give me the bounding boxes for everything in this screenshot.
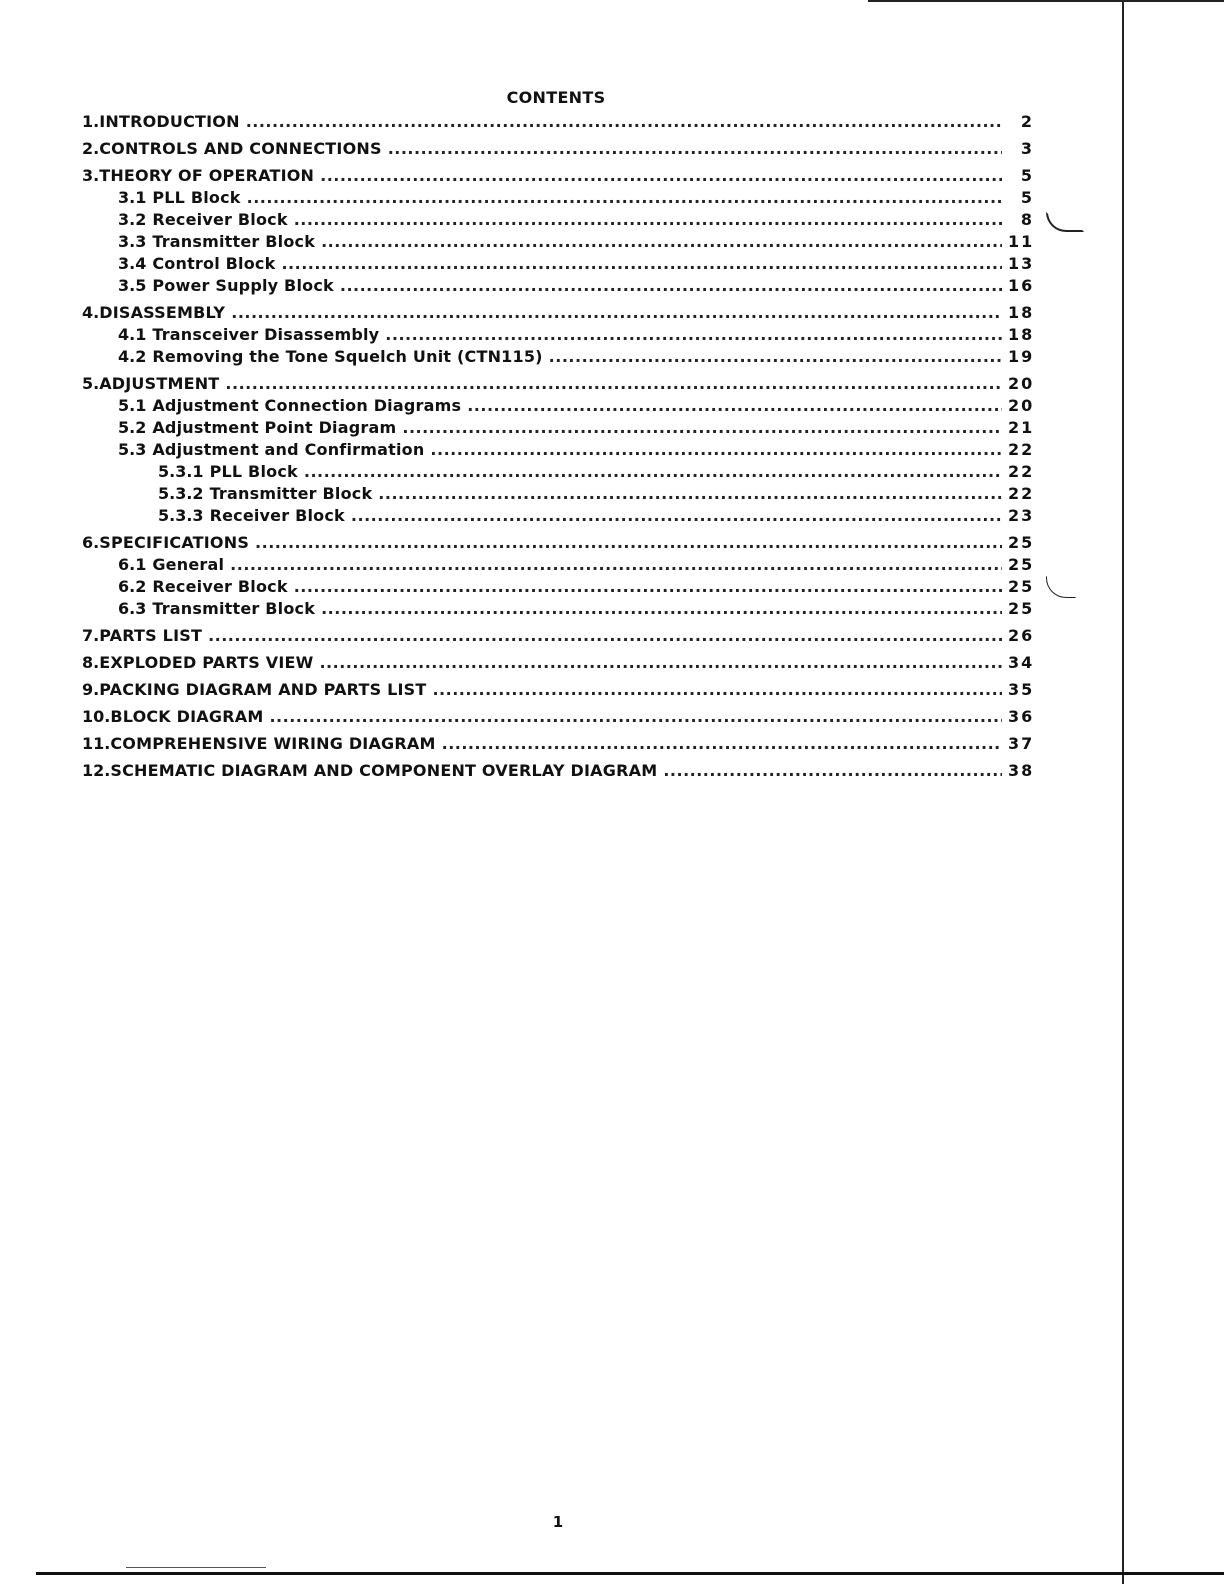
toc-entry[interactable]: [82, 188, 1034, 210]
toc-entry-page: 26: [1008, 626, 1035, 645]
toc-entry-number: 4.: [82, 303, 100, 322]
toc-entry-number: 5.3.3: [158, 506, 204, 525]
toc-entry[interactable]: [82, 680, 1034, 702]
toc-entry-number: 8.: [82, 653, 100, 672]
toc-entry-title: INTRODUCTION: [99, 112, 240, 131]
dot-leader: [246, 112, 1002, 132]
dot-leader: [320, 166, 1002, 186]
dot-leader: [340, 276, 1002, 296]
punch-hole-mark: [1046, 212, 1084, 232]
toc-entry[interactable]: [82, 506, 1034, 528]
toc-entry-title: EXPLODED PARTS VIEW: [99, 653, 314, 672]
dot-leader: [208, 626, 1002, 646]
dot-leader: [321, 599, 1002, 619]
toc-entry-number: 1.: [82, 112, 100, 131]
toc-entry-title: ADJUSTMENT: [99, 374, 220, 393]
toc-entry-number: 4.2: [118, 347, 147, 366]
toc-entry[interactable]: [82, 734, 1034, 756]
toc-entry-page: 5: [1020, 166, 1034, 185]
toc-entry-number: 5.: [82, 374, 100, 393]
toc-entry-page: 19: [1008, 347, 1035, 366]
page-number: 1: [552, 1513, 564, 1531]
toc-entry-page: 25: [1008, 577, 1035, 596]
toc-entry-page: 13: [1008, 254, 1035, 273]
toc-entry-page: 16: [1008, 276, 1035, 295]
toc-entry[interactable]: [82, 462, 1034, 484]
toc-entry-page: 20: [1008, 396, 1035, 415]
toc-entry-title: Receiver Block: [209, 506, 345, 525]
toc-entry[interactable]: [82, 761, 1034, 783]
dot-leader: [304, 462, 1002, 482]
toc-entry-number: 7.: [82, 626, 100, 645]
dot-leader: [294, 210, 1002, 230]
toc-entry-number: 12.: [82, 761, 111, 780]
dot-leader: [467, 396, 1002, 416]
toc-entry[interactable]: [82, 418, 1034, 440]
toc-entry-page: 3: [1020, 139, 1034, 158]
scan-edge-bottom: [36, 1572, 1224, 1575]
dot-leader: [432, 680, 1002, 700]
toc-entry[interactable]: [82, 303, 1034, 325]
toc-entry-title: Adjustment Connection Diagrams: [152, 396, 462, 415]
toc-entry-page: 22: [1008, 484, 1035, 503]
toc-entry-title: Power Supply Block: [152, 276, 334, 295]
toc-entry-number: 10.: [82, 707, 111, 726]
toc-entry[interactable]: [82, 599, 1034, 621]
dot-leader: [319, 653, 1002, 673]
table-of-contents: [82, 112, 1034, 783]
toc-entry-title: PLL Block: [152, 188, 241, 207]
toc-entry-page: 25: [1008, 533, 1035, 552]
toc-entry[interactable]: [82, 707, 1034, 729]
toc-entry-title: PACKING DIAGRAM AND PARTS LIST: [99, 680, 427, 699]
toc-entry[interactable]: [82, 276, 1034, 298]
toc-entry-number: 5.3.2: [158, 484, 204, 503]
toc-entry[interactable]: [82, 347, 1034, 369]
toc-entry[interactable]: [82, 112, 1034, 134]
dot-leader: [269, 707, 1002, 727]
toc-entry[interactable]: [82, 374, 1034, 396]
toc-entry-number: 3.3: [118, 232, 147, 251]
toc-entry[interactable]: [82, 653, 1034, 675]
dot-leader: [225, 374, 1002, 394]
toc-entry-title: PARTS LIST: [99, 626, 203, 645]
toc-entry-page: 25: [1008, 555, 1035, 574]
dot-leader: [549, 347, 1002, 367]
toc-entry[interactable]: [82, 626, 1034, 648]
toc-entry[interactable]: [82, 210, 1034, 232]
toc-entry-title: Transmitter Block: [209, 484, 373, 503]
toc-entry-title: Removing the Tone Squelch Unit (CTN115): [152, 347, 543, 366]
toc-entry-title: CONTROLS AND CONNECTIONS: [99, 139, 382, 158]
toc-entry-page: 37: [1008, 734, 1035, 753]
toc-entry-title: Adjustment and Confirmation: [152, 440, 425, 459]
toc-entry-page: 18: [1008, 325, 1035, 344]
toc-entry-title: Adjustment Point Diagram: [152, 418, 397, 437]
toc-entry-number: 3.1: [118, 188, 147, 207]
scan-edge-top: [868, 0, 1224, 2]
toc-entry-title: General: [152, 555, 225, 574]
toc-entry-title: PLL Block: [209, 462, 298, 481]
toc-entry-number: 6.2: [118, 577, 147, 596]
toc-entry[interactable]: [82, 484, 1034, 506]
toc-entry-number: 3.4: [118, 254, 147, 273]
toc-entry-page: 18: [1008, 303, 1035, 322]
toc-entry-page: 25: [1008, 599, 1035, 618]
toc-entry-number: 9.: [82, 680, 100, 699]
toc-entry-title: Transmitter Block: [152, 232, 316, 251]
scan-edge-bottom-short: [126, 1567, 266, 1568]
dot-leader: [255, 533, 1002, 553]
dot-leader: [230, 555, 1002, 575]
toc-entry[interactable]: [82, 533, 1034, 555]
toc-entry-number: 3.: [82, 166, 100, 185]
toc-entry-page: 35: [1008, 680, 1035, 699]
toc-entry[interactable]: [82, 396, 1034, 418]
toc-entry-title: Control Block: [152, 254, 276, 273]
dot-leader: [294, 577, 1002, 597]
dot-leader: [442, 734, 1002, 754]
toc-entry-page: 22: [1008, 462, 1035, 481]
toc-entry-title: SPECIFICATIONS: [99, 533, 250, 552]
toc-entry-page: 23: [1008, 506, 1035, 525]
toc-entry-number: 6.1: [118, 555, 147, 574]
dot-leader: [351, 506, 1002, 526]
toc-entry-page: 20: [1008, 374, 1035, 393]
toc-entry-page: 38: [1008, 761, 1035, 780]
toc-entry-title: COMPREHENSIVE WIRING DIAGRAM: [110, 734, 436, 753]
punch-hole-mark: [1046, 576, 1076, 598]
dot-leader: [281, 254, 1002, 274]
toc-entry-number: 5.2: [118, 418, 147, 437]
dot-leader: [663, 761, 1002, 781]
toc-entry-number: 6.: [82, 533, 100, 552]
toc-entry[interactable]: [82, 440, 1034, 462]
toc-entry-page: 22: [1008, 440, 1035, 459]
toc-entry[interactable]: [82, 232, 1034, 254]
toc-entry-title: SCHEMATIC DIAGRAM AND COMPONENT OVERLAY DIAGRAM: [110, 761, 658, 780]
dot-leader: [385, 325, 1002, 345]
dot-leader: [402, 418, 1002, 438]
toc-entry-title: Receiver Block: [152, 577, 288, 596]
toc-entry-title: DISASSEMBLY: [99, 303, 226, 322]
toc-entry[interactable]: [82, 254, 1034, 276]
toc-entry[interactable]: [82, 325, 1034, 347]
toc-entry-number: 6.3: [118, 599, 147, 618]
dot-leader: [378, 484, 1002, 504]
dot-leader: [247, 188, 1002, 208]
toc-entry-title: Transceiver Disassembly: [152, 325, 380, 344]
scan-edge-right: [1122, 0, 1124, 1584]
toc-entry-number: 5.1: [118, 396, 147, 415]
toc-entry-page: 11: [1008, 232, 1035, 251]
toc-entry-title: THEORY OF OPERATION: [99, 166, 315, 185]
dot-leader: [388, 139, 1002, 159]
toc-entry[interactable]: [82, 139, 1034, 161]
toc-entry-number: 2.: [82, 139, 100, 158]
toc-entry-title: Receiver Block: [152, 210, 288, 229]
toc-entry[interactable]: [82, 166, 1034, 188]
toc-entry-page: 2: [1020, 112, 1034, 131]
dot-leader: [231, 303, 1002, 323]
toc-entry-number: 3.2: [118, 210, 147, 229]
dot-leader: [430, 440, 1002, 460]
toc-entry-page: 34: [1008, 653, 1035, 672]
toc-entry-page: 8: [1020, 210, 1034, 229]
toc-entry-number: 11.: [82, 734, 111, 753]
contents-title: CONTENTS: [506, 88, 606, 107]
toc-entry-number: 5.3: [118, 440, 147, 459]
toc-entry-title: Transmitter Block: [152, 599, 316, 618]
dot-leader: [321, 232, 1002, 252]
toc-entry-number: 4.1: [118, 325, 147, 344]
toc-entry-page: 21: [1008, 418, 1035, 437]
toc-entry-page: 5: [1020, 188, 1034, 207]
toc-entry[interactable]: [82, 555, 1034, 577]
toc-entry-title: BLOCK DIAGRAM: [110, 707, 264, 726]
toc-entry-page: 36: [1008, 707, 1035, 726]
toc-entry[interactable]: [82, 577, 1034, 599]
toc-entry-number: 3.5: [118, 276, 147, 295]
toc-entry-number: 5.3.1: [158, 462, 204, 481]
